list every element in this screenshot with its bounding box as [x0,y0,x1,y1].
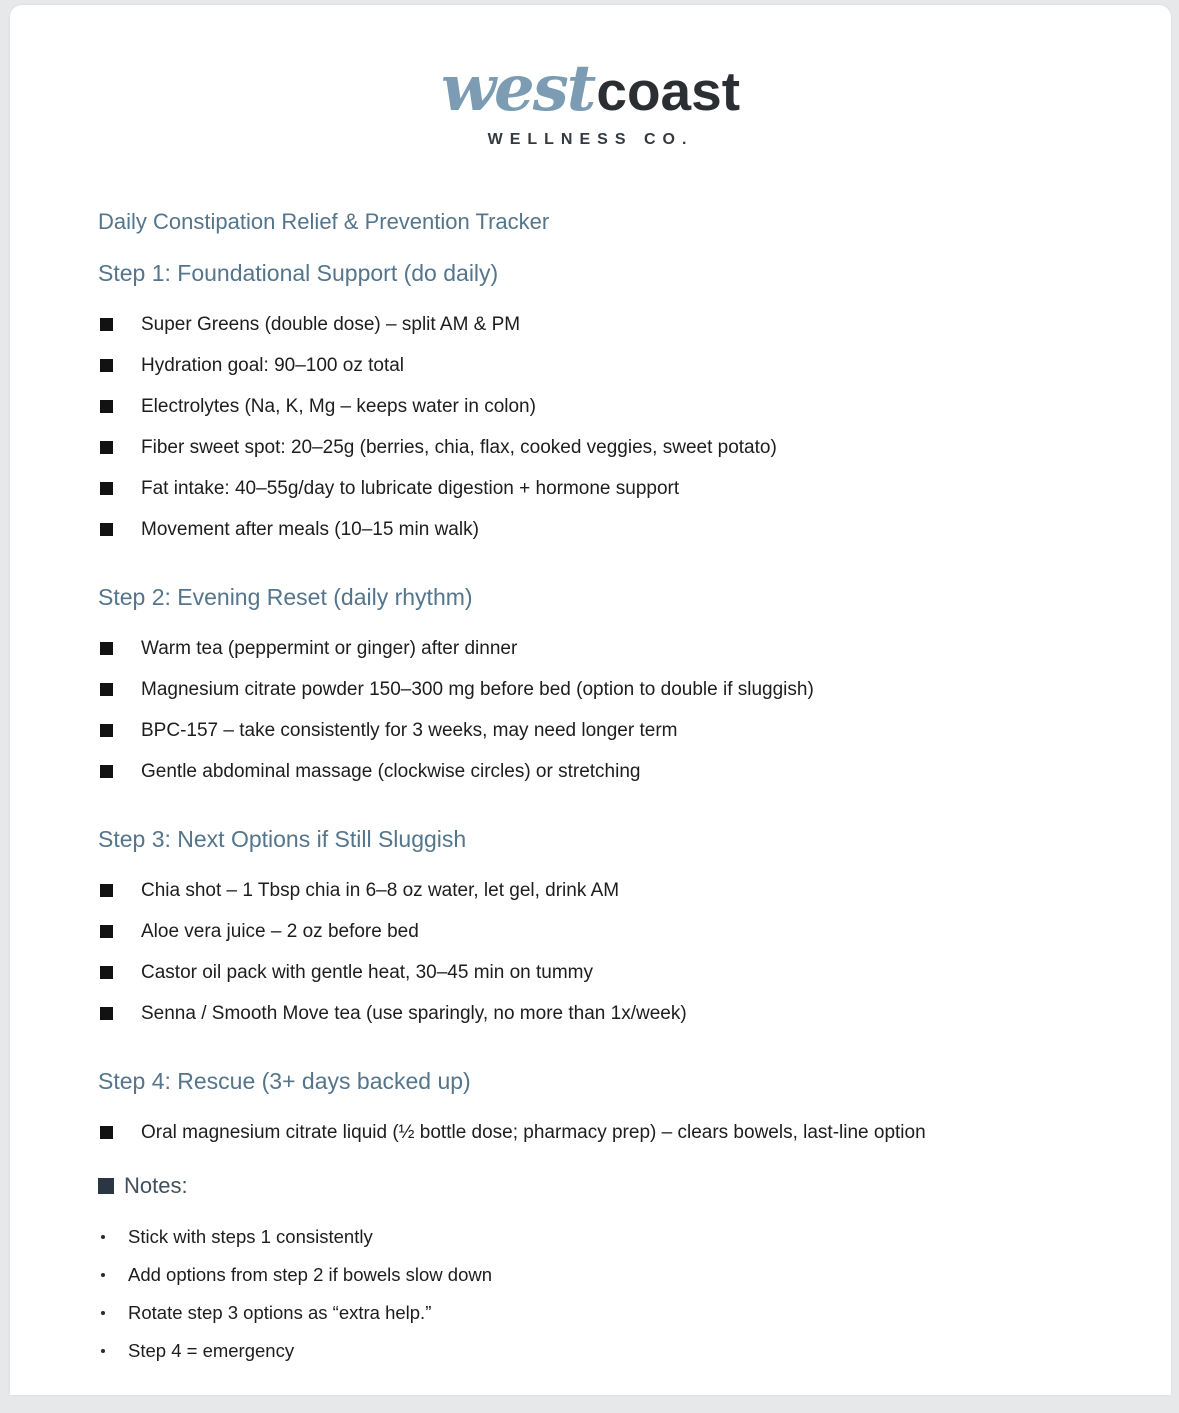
logo-wordmark [10,51,1171,126]
checklist-item [98,354,1111,378]
checklist-item [98,313,1111,337]
section-heading: Step 4: Rescue (3+ days backed up) [98,1068,471,1094]
notes-square-icon [98,1178,114,1194]
checklist-item-label: Castor oil pack with gentle heat, 30–45 min on tummy [141,962,594,983]
checkbox-square-icon [100,642,113,655]
checklist-item-label: BPC-157 – take consistently for 3 weeks, may need longer term [141,720,678,741]
checkbox-square-icon [100,925,113,938]
checkbox-square-icon [100,765,113,778]
checklist-item-label: Senna / Smooth Move tea (use sparingly, no more than 1x/week) [141,1003,687,1024]
checklist-item [98,961,1111,985]
checklist-item-label: Fiber sweet spot: 20–25g (berries, chia, flax, cooked veggies, sweet potato) [141,437,777,458]
notes-section [98,1173,1111,1362]
note-item-label: Rotate step 3 options as “extra help.” [128,1302,432,1323]
bullet-dot-icon [101,1273,105,1277]
document-title: Daily Constipation Relief & Prevention Tracker [98,209,550,234]
section-heading: Step 1: Foundational Support (do daily) [98,260,499,286]
checklist-item-label: Magnesium citrate powder 150–300 mg before bed (option to double if sluggish) [141,679,814,700]
checklist-item [98,678,1111,702]
checkbox-square-icon [100,1126,113,1139]
notes-heading-label: Notes: [124,1173,188,1198]
note-item-label: Step 4 = emergency [128,1340,295,1361]
section-step-4 [98,1068,1111,1145]
section-step-2 [98,584,1111,784]
document-content [10,209,1171,1362]
checkbox-square-icon [100,884,113,897]
logo [10,5,1171,149]
checklist-item [98,637,1111,661]
checklist-item [98,879,1111,903]
checklist-item-label: Gentle abdominal massage (clockwise circles) or stretching [141,761,641,782]
checkbox-square-icon [100,400,113,413]
checkbox-square-icon [100,523,113,536]
checklist-item-label: Oral magnesium citrate liquid (½ bottle dose; pharmacy prep) – clears bowels, last-line option [141,1122,926,1143]
checklist-item [98,477,1111,501]
checklist-item-label: Hydration goal: 90–100 oz total [141,355,405,376]
checklist-item-label: Fat intake: 40–55g/day to lubricate digestion + hormone support [141,478,680,499]
checklist-item [98,719,1111,743]
checkbox-square-icon [100,1007,113,1020]
checkbox-square-icon [100,441,113,454]
checklist-item [98,436,1111,460]
bullet-dot-icon [101,1349,105,1353]
note-item [98,1225,1111,1248]
checklist-item [98,395,1111,419]
checklist-item-label: Chia shot – 1 Tbsp chia in 6–8 oz water, let gel, drink AM [141,880,620,901]
section-step-3 [98,826,1111,1026]
checklist-item-label: Warm tea (peppermint or ginger) after dinner [141,638,518,659]
document-page [10,5,1171,1395]
section-step-1 [98,260,1111,542]
checklist-item [98,1121,1111,1145]
bullet-dot-icon [101,1235,105,1239]
checklist-item-label: Super Greens (double dose) – split AM & PM [141,314,521,335]
checklist-item [98,920,1111,944]
note-item [98,1263,1111,1286]
checklist-item-label: Movement after meals (10–15 min walk) [141,519,479,540]
note-item-label: Stick with steps 1 consistently [128,1226,373,1247]
checklist-item-label: Electrolytes (Na, K, Mg – keeps water in colon) [141,396,536,417]
logo-coast-text: coast [596,60,741,122]
checklist-item [98,518,1111,542]
note-item-label: Add options from step 2 if bowels slow down [128,1264,493,1285]
checkbox-square-icon [100,318,113,331]
checkbox-square-icon [100,482,113,495]
checklist-item-label: Aloe vera juice – 2 oz before bed [141,921,419,942]
note-item [98,1301,1111,1324]
checkbox-square-icon [100,966,113,979]
checkbox-square-icon [100,724,113,737]
logo-tagline: WELLNESS CO. [487,131,694,148]
checkbox-square-icon [100,683,113,696]
section-heading: Step 3: Next Options if Still Sluggish [98,826,467,852]
note-item [98,1339,1111,1362]
section-heading: Step 2: Evening Reset (daily rhythm) [98,584,473,610]
logo-west-script: west [440,51,595,126]
checklist-item [98,760,1111,784]
notes-heading [98,1173,1111,1199]
checkbox-square-icon [100,359,113,372]
bullet-dot-icon [101,1311,105,1315]
checklist-item [98,1002,1111,1026]
